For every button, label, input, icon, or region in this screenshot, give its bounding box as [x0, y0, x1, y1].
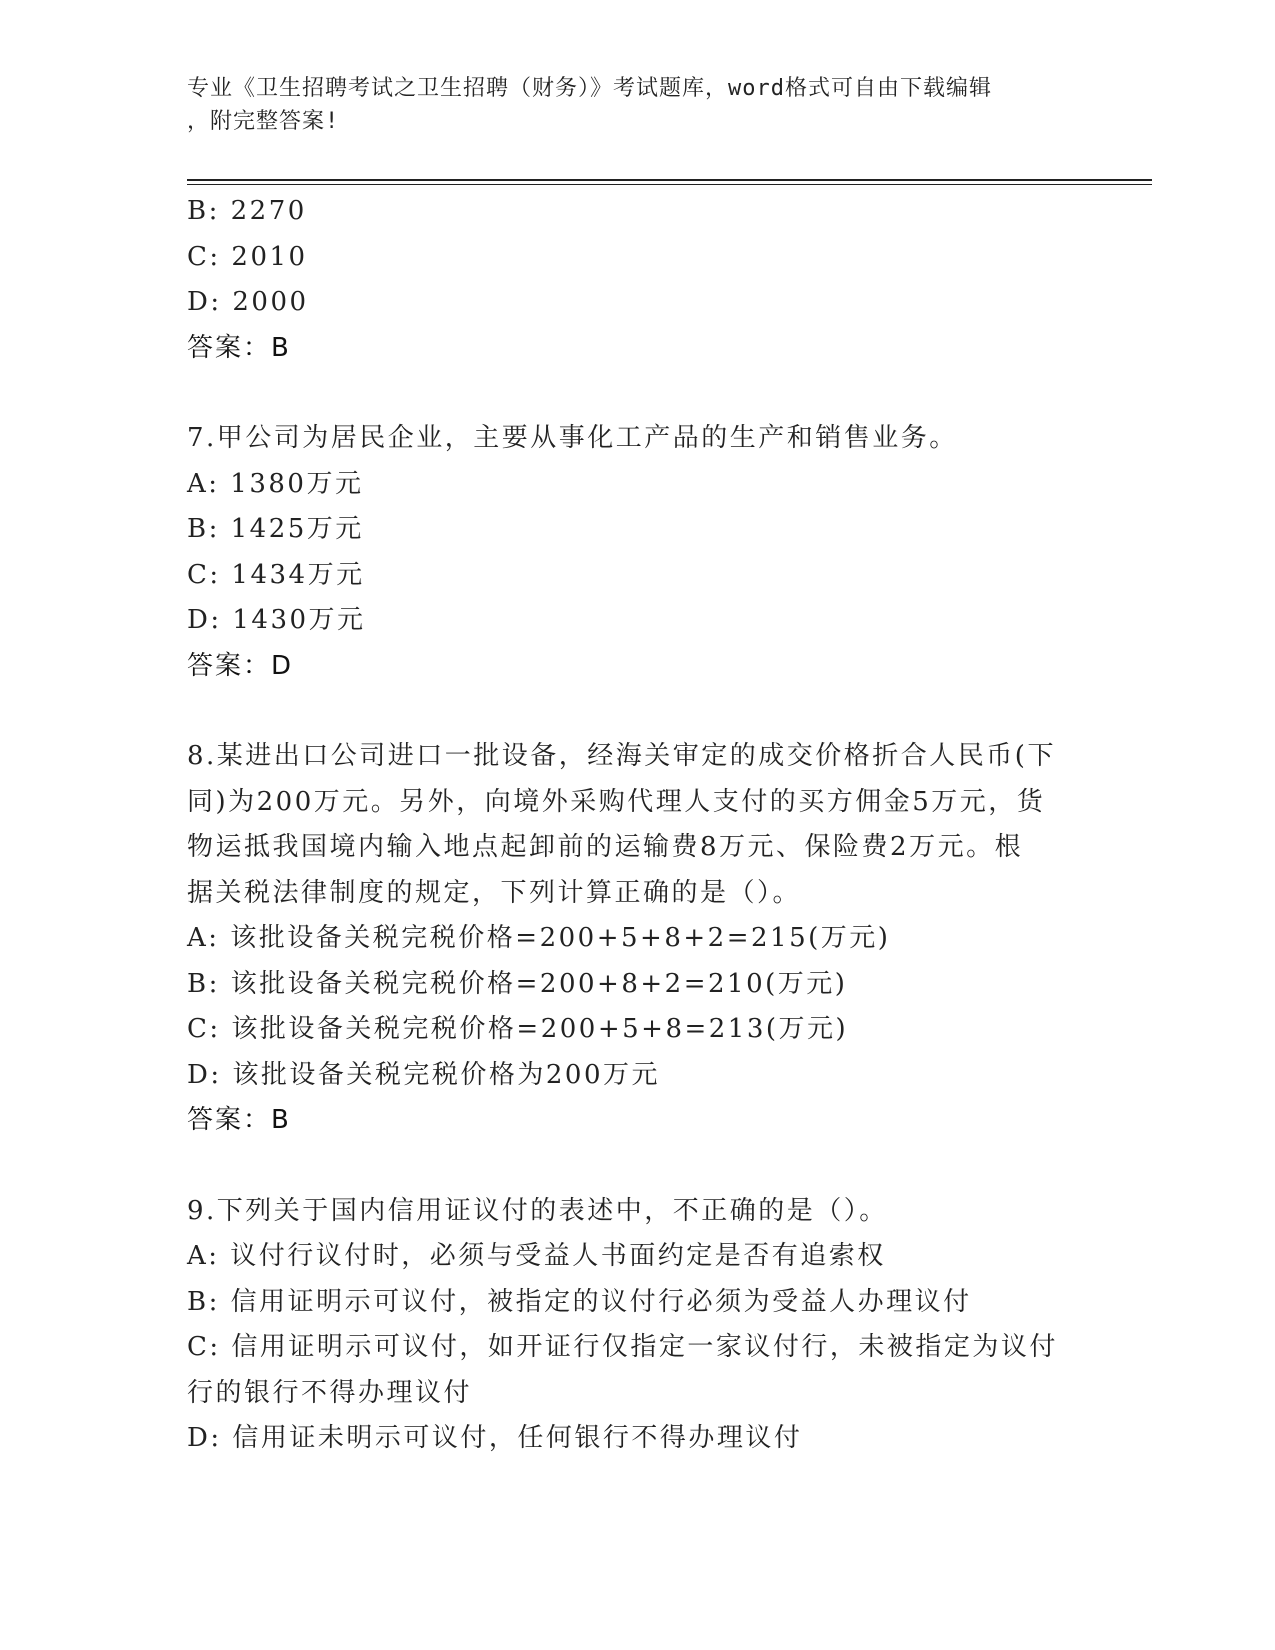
question-7	[187, 416, 1087, 689]
question-9	[187, 1189, 1087, 1462]
answer-line: 答案：B	[187, 1105, 291, 1135]
question-6-continued	[187, 189, 1087, 371]
spacer	[187, 689, 1087, 734]
answer-line: 答案：B	[187, 332, 291, 363]
option-c: C: 2010	[187, 241, 308, 272]
option-d: D: 该批设备关税完税价格为200万元	[187, 1059, 660, 1090]
answer-line: 答案：D	[187, 650, 294, 681]
document-body	[187, 189, 1087, 1462]
option-b: B: 该批设备关税完税价格=200+8+2=210(万元)	[187, 968, 848, 999]
document-header	[187, 72, 1087, 138]
question-stem: 9.下列关于国内信用证议付的表述中，不正确的是（）。	[187, 1195, 888, 1226]
option-b: B: 2270	[187, 196, 307, 226]
header-divider-thin	[187, 184, 1152, 185]
question-stem-line-1: 8.某进出口公司进口一批设备，经海关审定的成交价格折合人民币(下	[187, 741, 1056, 771]
header-line-1: 专业《卫生招聘考试之卫生招聘（财务）》考试题库，word格式可自由下载编辑	[187, 76, 992, 101]
option-b: B: 信用证明示可议付，被指定的议付行必须为受益人办理议付	[187, 1286, 972, 1317]
option-d: D: 信用证未明示可议付，任何银行不得办理议付	[187, 1423, 803, 1453]
question-stem-line-4: 据关税法律制度的规定，下列计算正确的是（）。	[187, 877, 802, 908]
spacer	[187, 1144, 1087, 1189]
option-c: C: 该批设备关税完税价格=200+5+8=213(万元)	[187, 1014, 849, 1044]
option-b: B: 1425万元	[187, 514, 364, 544]
option-a: A: 1380万元	[187, 468, 364, 499]
option-d: D: 1430万元	[187, 605, 366, 635]
spacer	[187, 371, 1087, 416]
option-a: A: 议付行议付时，必须与受益人书面约定是否有追索权	[187, 1241, 886, 1271]
question-stem-line-3: 物运抵我国境内输入地点起卸前的运输费8万元、保险费2万元。根	[187, 832, 1024, 862]
header-divider-thick	[187, 179, 1152, 181]
option-c-continued: 行的银行不得办理议付	[187, 1377, 473, 1408]
question-8	[187, 734, 1087, 1144]
option-d: D: 2000	[187, 287, 309, 317]
option-a: A: 该批设备关税完税价格=200+5+8+2=215(万元)	[187, 923, 891, 953]
option-c: C: 1434万元	[187, 559, 365, 590]
question-stem-line-2: 同)为200万元。另外，向境外采购代理人支付的买方佣金5万元，货	[187, 786, 1046, 817]
question-stem: 7.甲公司为居民企业，主要从事化工产品的生产和销售业务。	[187, 423, 958, 453]
option-c: C: 信用证明示可议付，如开证行仅指定一家议付行，未被指定为议付	[187, 1332, 1058, 1362]
header-line-2: ，附完整答案!	[187, 109, 340, 134]
